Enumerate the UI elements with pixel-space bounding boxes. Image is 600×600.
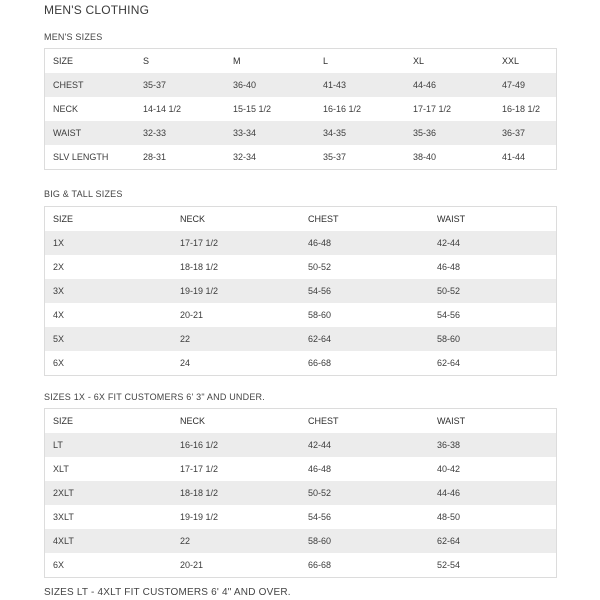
table-row (45, 529, 556, 553)
table-cell: 24 (180, 358, 191, 368)
table-cell: 15-15 1/2 (233, 104, 272, 114)
table-cell: 35-37 (323, 152, 347, 162)
table-cell: 18-18 1/2 (180, 262, 219, 272)
table-cell: 62-64 (437, 358, 461, 368)
table-cell: 66-68 (308, 358, 332, 368)
table-row (45, 279, 556, 303)
table-cell: 18-18 1/2 (180, 488, 219, 498)
column-header: NECK (180, 214, 206, 224)
table-row (45, 457, 556, 481)
table-cell: 17-17 1/2 (413, 104, 452, 114)
table-header-row (45, 49, 556, 73)
column-header: S (143, 56, 150, 66)
table-row (45, 481, 556, 505)
table-cell: 33-34 (233, 128, 257, 138)
table-cell: 22 (180, 334, 191, 344)
table-cell: 16-18 1/2 (502, 104, 541, 114)
table-cell: 2X (53, 262, 65, 272)
table-row (45, 351, 556, 375)
table-cell: 54-56 (308, 286, 332, 296)
table-row (45, 145, 556, 169)
column-header: CHEST (308, 214, 339, 224)
table-cell: 62-64 (308, 334, 332, 344)
table-cell: 46-48 (308, 464, 332, 474)
table-row (45, 73, 556, 97)
table-cell: 17-17 1/2 (180, 464, 219, 474)
table-cell: 46-48 (308, 238, 332, 248)
page-title: MEN'S CLOTHING (44, 3, 150, 17)
table-row (45, 433, 556, 457)
table-cell: 2XLT (53, 488, 74, 498)
table-cell: 6X (53, 560, 65, 570)
table-cell: WAIST (53, 128, 82, 138)
table-cell: 36-40 (233, 80, 257, 90)
table-row (45, 327, 556, 351)
column-header: SIZE (53, 214, 74, 224)
table-cell: CHEST (53, 80, 84, 90)
column-header: XL (413, 56, 425, 66)
table-cell: 44-46 (413, 80, 437, 90)
big-tall-sizes-label: BIG & TALL SIZES (44, 189, 123, 199)
table-cell: 19-19 1/2 (180, 512, 219, 522)
table-row (45, 505, 556, 529)
table-cell: 48-50 (437, 512, 461, 522)
table-cell: 32-33 (143, 128, 167, 138)
big-tall-fit-note: SIZES 1X - 6X FIT CUSTOMERS 6' 3" AND UNDER. (44, 392, 265, 402)
table-cell: 38-40 (413, 152, 437, 162)
big-tall-sizes-table (44, 206, 557, 376)
table-cell: NECK (53, 104, 79, 114)
column-header: NECK (180, 416, 206, 426)
table-cell: 62-64 (437, 536, 461, 546)
table-cell: 58-60 (437, 334, 461, 344)
table-cell: 16-16 1/2 (323, 104, 362, 114)
table-cell: 28-31 (143, 152, 167, 162)
column-header: SIZE (53, 416, 74, 426)
table-cell: 42-44 (308, 440, 332, 450)
table-cell: 22 (180, 536, 191, 546)
column-header: CHEST (308, 416, 339, 426)
table-cell: 50-52 (308, 488, 332, 498)
table-cell: 66-68 (308, 560, 332, 570)
table-cell: 47-49 (502, 80, 526, 90)
column-header: SIZE (53, 56, 74, 66)
tall-fit-note: SIZES LT - 4XLT FIT CUSTOMERS 6' 4" AND OVER. (44, 587, 291, 598)
table-cell: 36-37 (502, 128, 526, 138)
table-cell: 32-34 (233, 152, 257, 162)
table-row (45, 231, 556, 255)
column-header: L (323, 56, 329, 66)
mens-sizes-table (44, 48, 557, 170)
table-cell: 4XLT (53, 536, 74, 546)
table-cell: 36-38 (437, 440, 461, 450)
table-cell: 42-44 (437, 238, 461, 248)
table-cell: 3X (53, 286, 65, 296)
column-header: XXL (502, 56, 520, 66)
table-cell: 1X (53, 238, 65, 248)
table-cell: XLT (53, 464, 69, 474)
table-cell: 4X (53, 310, 65, 320)
table-cell: 17-17 1/2 (180, 238, 219, 248)
table-cell: 35-36 (413, 128, 437, 138)
table-row (45, 303, 556, 327)
table-cell: LT (53, 440, 63, 450)
table-cell: 3XLT (53, 512, 74, 522)
column-header: WAIST (437, 416, 466, 426)
table-cell: 35-37 (143, 80, 167, 90)
tall-sizes-table (44, 408, 557, 578)
table-cell: 54-56 (437, 310, 461, 320)
table-header-row (45, 207, 556, 231)
table-cell: 20-21 (180, 310, 204, 320)
table-cell: 40-42 (437, 464, 461, 474)
table-cell: 41-44 (502, 152, 526, 162)
table-header-row (45, 409, 556, 433)
table-cell: 19-19 1/2 (180, 286, 219, 296)
table-row (45, 553, 556, 577)
table-cell: 44-46 (437, 488, 461, 498)
table-cell: 58-60 (308, 310, 332, 320)
table-cell: 34-35 (323, 128, 347, 138)
table-cell: 5X (53, 334, 65, 344)
table-cell: 46-48 (437, 262, 461, 272)
table-cell: 16-16 1/2 (180, 440, 219, 450)
column-header: WAIST (437, 214, 466, 224)
table-cell: 41-43 (323, 80, 347, 90)
table-row (45, 97, 556, 121)
table-cell: 6X (53, 358, 65, 368)
column-header: M (233, 56, 241, 66)
table-cell: 50-52 (308, 262, 332, 272)
table-cell: 54-56 (308, 512, 332, 522)
table-row (45, 121, 556, 145)
table-cell: 50-52 (437, 286, 461, 296)
table-cell: 52-54 (437, 560, 461, 570)
mens-sizes-label: MEN'S SIZES (44, 32, 103, 42)
table-cell: 14-14 1/2 (143, 104, 182, 114)
table-row (45, 255, 556, 279)
table-cell: SLV LENGTH (53, 152, 109, 162)
table-cell: 58-60 (308, 536, 332, 546)
table-cell: 20-21 (180, 560, 204, 570)
